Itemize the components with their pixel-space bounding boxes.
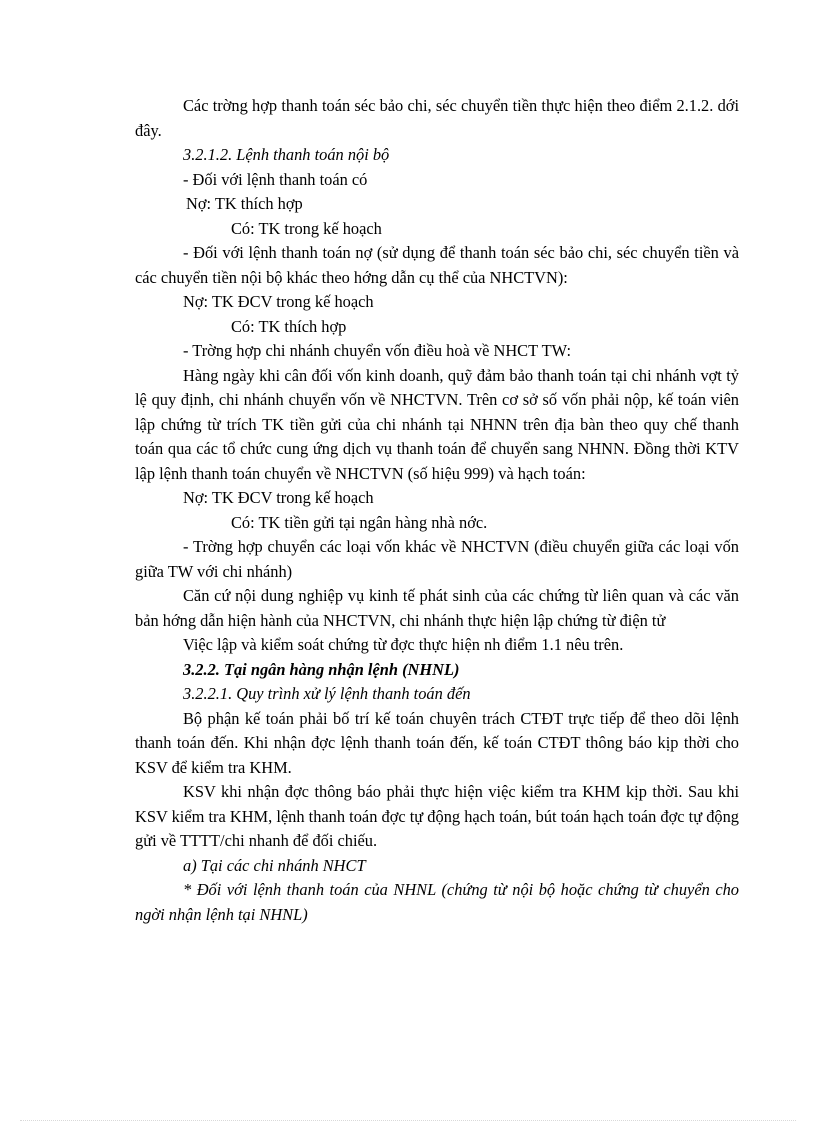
- paragraph: - Trờng hợp chi nhánh chuyển vốn điều hoà về NHCT TW:: [183, 341, 572, 360]
- paragraph: Việc lập và kiểm soát chứng từ đợc thực hiện nh điểm 1.1 nêu trên.: [183, 635, 624, 654]
- subsection-heading: 3.2.2.1. Quy trình xử lý lệnh thanh toán đến: [183, 684, 471, 703]
- subsection-heading: a) Tại các chi nhánh NHCT: [183, 855, 366, 875]
- paragraph: Các trờng hợp thanh toán séc bảo chi, séc chuyển tiền thực hiện theo điểm 2.1.2. dới đây.: [135, 96, 739, 140]
- paragraph: Căn cứ nội dung nghiệp vụ kinh tế phát sinh của các chứng từ liên quan và các văn bản hớng dẫn hiện hành của NHCTVN, chi nhánh thực hiện lập chứng từ điện tử: [135, 586, 739, 630]
- paragraph: - Trờng hợp chuyển các loại vốn khác về NHCTVN (điều chuyển giữa các loại vốn giữa TW với chi nhánh): [135, 537, 739, 581]
- paragraph: KSV khi nhận đợc thông báo phải thực hiện việc kiểm tra KHM kịp thời. Sau khi KSV kiểm tra KHM, lệnh thanh toán đợc tự động hạch toán, bút toán hạch toán đợc tự động gửi về TTTT/chi nhanh để đối chiếu.: [135, 782, 739, 850]
- document-page: [135, 94, 739, 927]
- debit-line: Nợ: TK ĐCV trong kế hoạch: [183, 292, 374, 311]
- credit-line: Có: TK thích hợp: [231, 316, 347, 336]
- page-bottom-border: [20, 1120, 796, 1121]
- paragraph: Bộ phận kế toán phải bố trí kế toán chuyên trách CTĐT trực tiếp để theo dõi lệnh thanh toán đến. Khi nhận đợc lệnh thanh toán đến, kế toán CTĐT thông báo kịp thời cho KSV để kiểm tra KHM.: [135, 708, 739, 777]
- paragraph: - Đối với lệnh thanh toán có: [183, 169, 368, 189]
- paragraph: * Đối với lệnh thanh toán của NHNL (chứng từ nội bộ hoặc chứng từ chuyển cho ngời nhận lệnh tại NHNL): [135, 880, 739, 924]
- paragraph: Hàng ngày khi cân đối vốn kinh doanh, quỹ đảm bảo thanh toán tại chi nhánh vợt tỷ lệ quy định, chi nhánh chuyển vốn về NHCTVN. Trên cơ sở số vốn phải nộp, kế toán viên lập chứng từ trích TK tiền gửi của chi nhánh tại NHNN trên địa bàn theo quy chế thanh toán qua các tổ chức cung ứng dịch vụ thanh toán để chuyển sang NHNN. Đồng thời KTV lập lệnh thanh toán chuyển về NHCTVN (số hiệu 999) và hạch toán:: [135, 365, 739, 483]
- debit-line: Nợ: TK thích hợp: [186, 194, 303, 213]
- section-heading: 3.2.1.2. Lệnh thanh toán nội bộ: [183, 145, 390, 164]
- section-heading: 3.2.2. Tại ngân hàng nhận lệnh (NHNL): [183, 659, 460, 679]
- credit-line: Có: TK trong kế hoạch: [231, 218, 382, 238]
- paragraph: - Đối với lệnh thanh toán nợ (sử dụng để thanh toán séc bảo chi, séc chuyển tiền và các chuyển tiền nội bộ khác theo hớng dẫn cụ thể của NHCTVN):: [135, 243, 739, 287]
- debit-line: Nợ: TK ĐCV trong kế hoạch: [183, 488, 374, 507]
- credit-line: Có: TK tiền gửi tại ngân hàng nhà nớc.: [231, 512, 488, 532]
